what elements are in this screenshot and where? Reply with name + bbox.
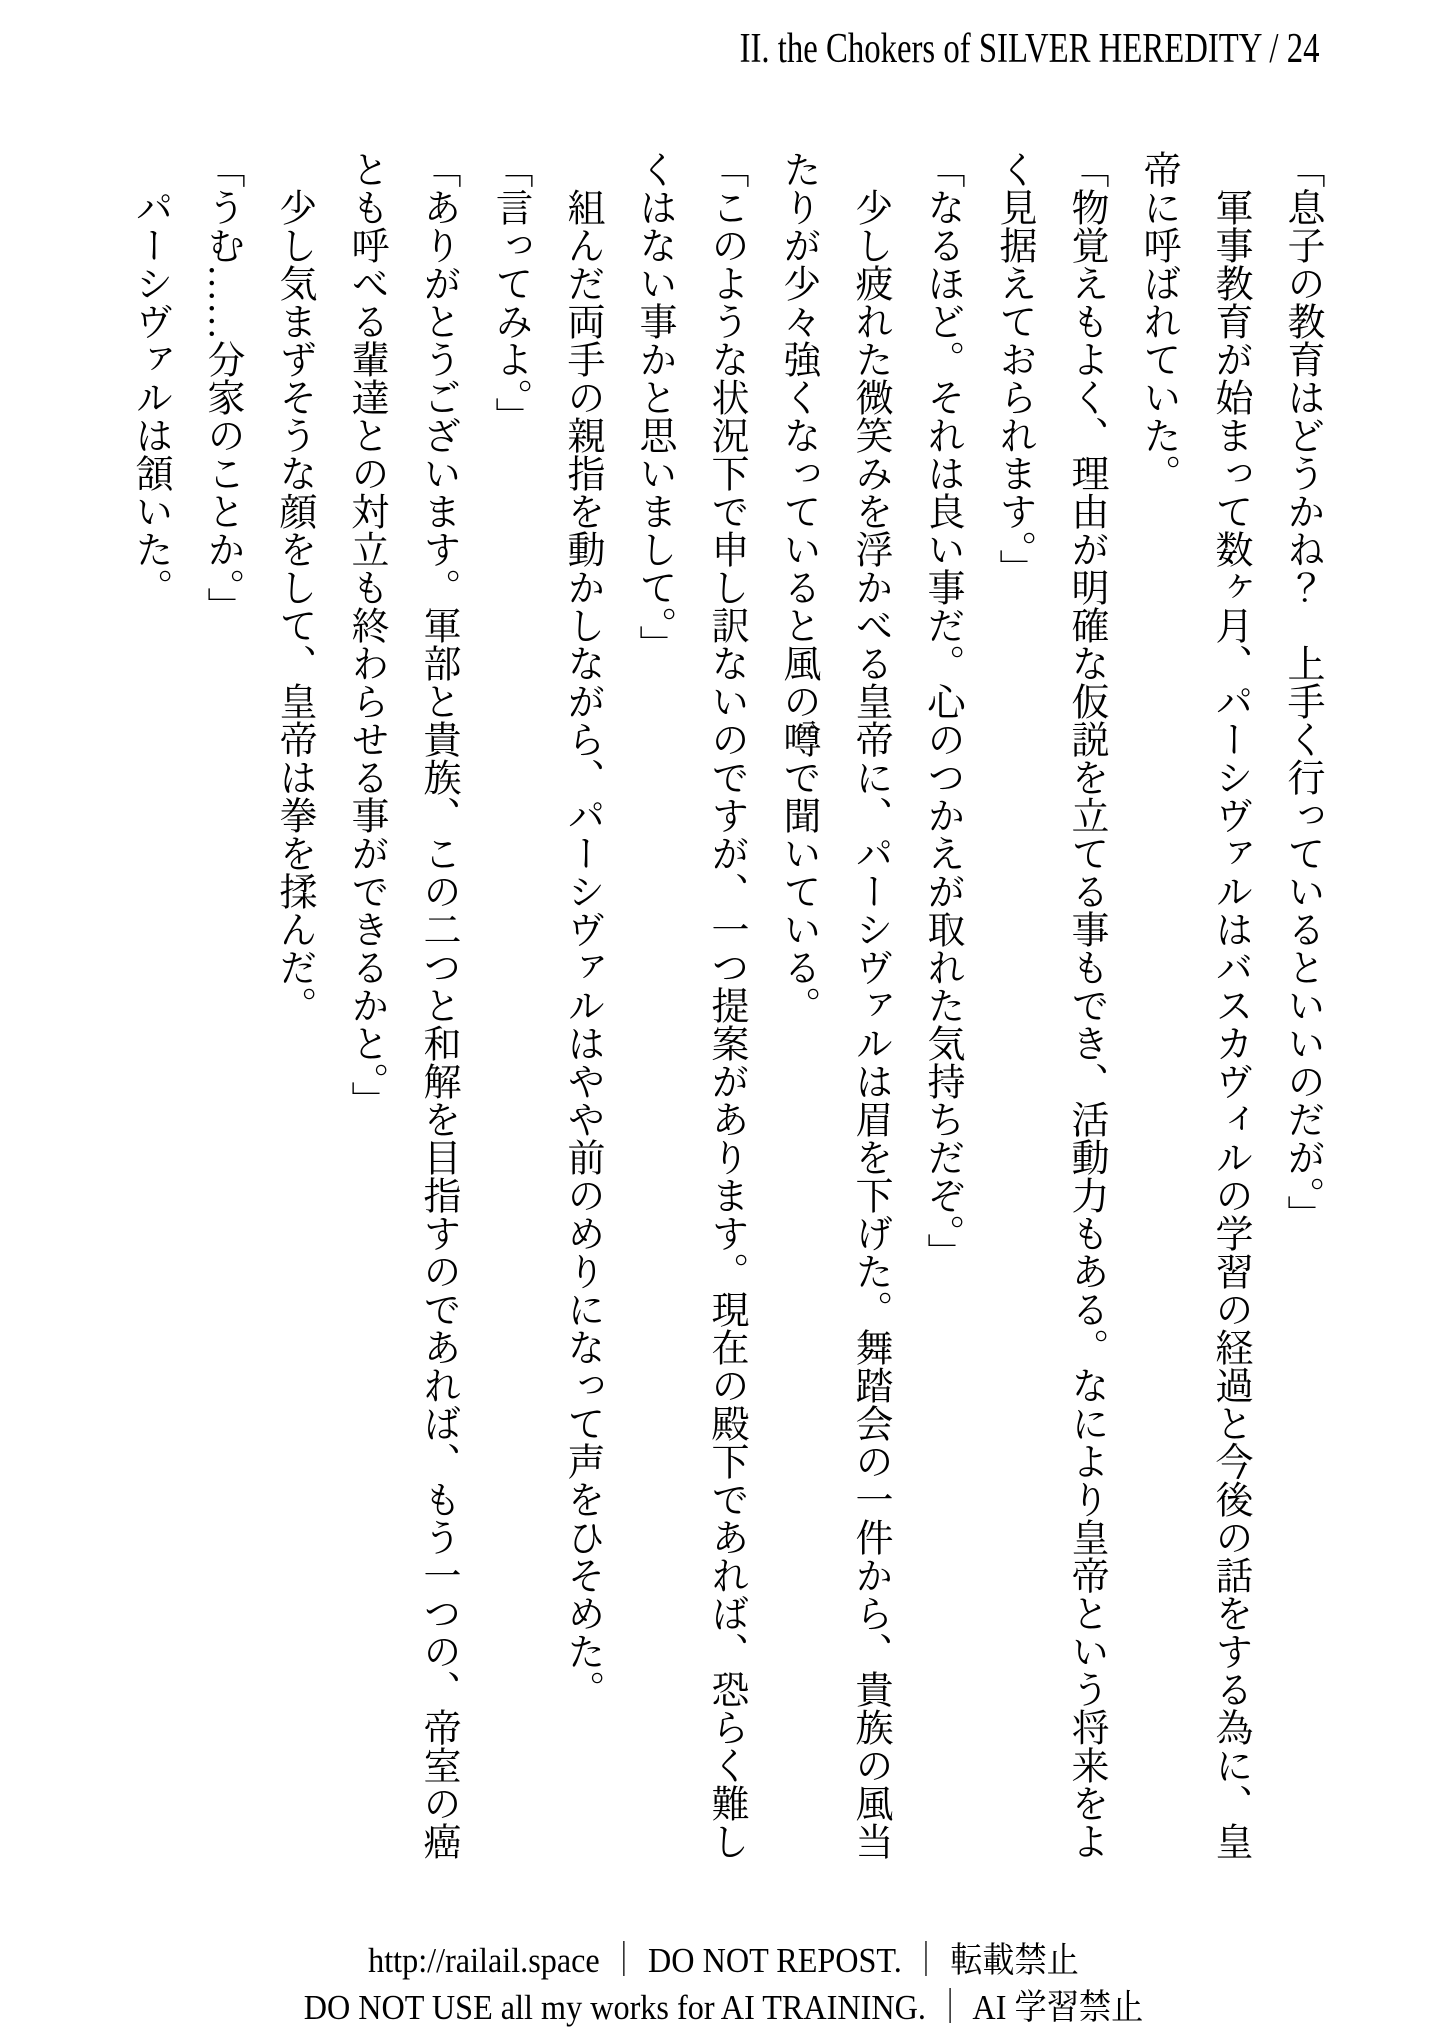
paragraph: 「息子の教育はどうかね？ 上手く行っているといいのだが。」 [1281, 150, 1323, 1233]
paragraph: 「なるほど。それは良い事だ。心のつかえが取れた気持ちだぞ。」 [921, 150, 963, 1271]
footer-line-1: http://railail.space ｜ DO NOT REPOST. ｜ 転載禁止 [368, 1941, 1079, 1980]
paragraph: 組んだ両手の親指を動かしながら、パーシヴァルはやや前のめりになって声をひそめた。 [561, 188, 603, 1708]
footer-line-2: DO NOT USE all my works for AI TRAINING. ｜ AI 学習禁止 [303, 1988, 1144, 2027]
paragraph: 「ありがとうございます。軍部と貴族、この二つと和解を目指すのであれば、もう一つの、帝室の癌とも呼べる輩達との対立も終わらせる事ができるかと。」 [345, 150, 459, 1860]
paragraph: 「言ってみよ。」 [489, 150, 531, 435]
paragraph: パーシヴァルは頷いた。 [129, 188, 171, 606]
page-header-title: II. the Chokers of SILVER HEREDITY / 24 [739, 26, 1319, 72]
paragraph: 「このような状況下で申し訳ないのですが、一つ提案があります。現在の殿下であれば、恐らく難しくはない事かと思いまして。」 [633, 150, 747, 1860]
page-footer [58, 1937, 1389, 2031]
paragraph: 少し気まずそうな顔をして、皇帝は拳を揉んだ。 [273, 188, 315, 1024]
paragraph: 少し疲れた微笑みを浮かべる皇帝に、パーシヴァルは眉を下げた。舞踏会の一件から、貴族の風当たりが少々強くなっていると風の噂で聞いている。 [777, 150, 891, 1860]
body-text [114, 150, 1338, 1866]
page-header [739, 26, 1319, 72]
paragraph: 「物覚えもよく、理由が明確な仮説を立てる事もでき、活動力もある。なにより皇帝という将来をよく見据えておられます。」 [993, 150, 1107, 1860]
paragraph: 軍事教育が始まって数ヶ月、パーシヴァルはバスカヴィルの学習の経過と今後の話をする為に、皇帝に呼ばれていた。 [1137, 150, 1251, 1860]
paragraph: 「うむ……分家のことか。」 [201, 150, 243, 625]
